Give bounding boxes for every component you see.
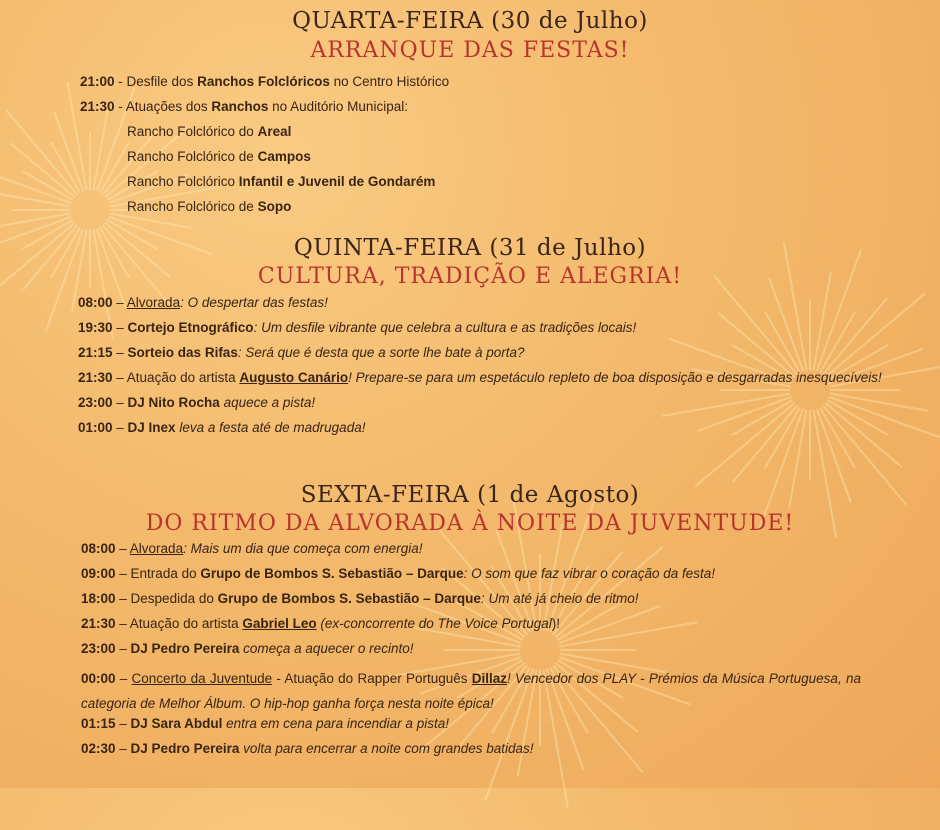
event-separator: - xyxy=(114,99,126,114)
schedule-item xyxy=(81,666,861,716)
event-separator: – xyxy=(115,591,131,606)
event-text: Grupo de Bombos S. Sebastião – Darque xyxy=(217,591,481,606)
event-link-text: Alvorada xyxy=(129,541,184,556)
schedule-item xyxy=(81,741,534,756)
event-separator: – xyxy=(112,395,128,410)
event-link-text: Dillaz xyxy=(471,671,508,686)
event-time: 21:15 xyxy=(78,345,113,360)
day-title: SEXTA-FEIRA (1 de Agosto) xyxy=(300,482,640,508)
schedule-item xyxy=(80,74,449,89)
event-time: 21:30 xyxy=(78,370,113,385)
event-text: DJ Sara Abdul xyxy=(130,716,223,731)
event-text: Infantil e Juvenil de Gondarém xyxy=(238,174,436,189)
event-text: ! Prepare-se para um espetáculo repleto de boa disposição e desgarradas inesquecíveis! xyxy=(348,370,882,385)
event-link-text: Alvorada xyxy=(126,295,181,310)
event-text: : O despertar das festas! xyxy=(180,295,328,310)
event-time: 21:00 xyxy=(80,74,115,89)
event-time: 01:15 xyxy=(81,716,116,731)
event-text: DJ Pedro Pereira xyxy=(130,741,240,756)
event-text: no Centro Histórico xyxy=(329,74,450,89)
event-text: Campos xyxy=(257,149,311,164)
event-text: Atuação do artista xyxy=(126,370,240,385)
event-text: ! Vencedor dos PLAY - Prémios da Música Portuguesa, na categoria de Melhor Álbum. O hip-hop ganha força nesta noite épica! xyxy=(81,671,861,711)
event-time: 19:30 xyxy=(78,320,113,335)
schedule-item xyxy=(81,641,413,656)
day-title: QUARTA-FEIRA (30 de Julho) xyxy=(292,8,648,34)
event-text: leva a festa até de madrugada! xyxy=(175,420,366,435)
event-text: Atuação do artista xyxy=(129,616,243,631)
event-text: no Auditório Municipal: xyxy=(268,99,408,114)
event-text: Grupo de Bombos S. Sebastião – Darque xyxy=(200,566,464,581)
event-time: 09:00 xyxy=(81,566,116,581)
schedule-item xyxy=(78,420,365,435)
event-time: 23:00 xyxy=(78,395,113,410)
schedule-sub-item xyxy=(127,124,291,139)
event-text: Rancho Folclórico de xyxy=(127,199,258,214)
event-text: Rancho Folclórico de xyxy=(127,149,258,164)
event-time: 08:00 xyxy=(78,295,113,310)
event-text: Despedida do xyxy=(130,591,218,606)
event-separator: – xyxy=(112,420,128,435)
event-separator: – xyxy=(115,716,131,731)
event-separator: - xyxy=(114,74,127,89)
event-text: DJ Nito Rocha xyxy=(127,395,220,410)
day-subtitle: DO RITMO DA ALVORADA À NOITE DA JUVENTUDE! xyxy=(145,511,795,536)
schedule-sub-item xyxy=(127,199,291,214)
event-text: Areal xyxy=(257,124,292,139)
event-separator: – xyxy=(112,370,127,385)
event-text: Entrada do xyxy=(130,566,201,581)
day-title: QUINTA-FEIRA (31 de Julho) xyxy=(293,235,647,261)
event-text: Rancho Folclórico xyxy=(127,174,239,189)
event-text: entra em cena para incendiar a pista! xyxy=(222,716,449,731)
day-subtitle: CULTURA, TRADIÇÃO E ALEGRIA! xyxy=(257,264,683,289)
event-text: : Um até já cheio de ritmo! xyxy=(480,591,639,606)
event-time: 21:30 xyxy=(81,616,116,631)
event-link-text: Concerto da Juventude xyxy=(131,671,273,686)
event-separator: – xyxy=(115,566,131,581)
event-text: Desfile dos xyxy=(126,74,198,89)
event-separator: – xyxy=(115,741,131,756)
event-text: : Um desfile vibrante que celebra a cultura e as tradições locais! xyxy=(253,320,637,335)
event-link-text: Gabriel Leo xyxy=(242,616,317,631)
event-text: - Atuação do Rapper Português xyxy=(272,671,472,686)
event-text: Ranchos xyxy=(211,99,269,114)
schedule-sub-item xyxy=(127,149,311,164)
event-separator: – xyxy=(115,541,130,556)
schedule-item xyxy=(78,370,882,385)
event-text: DJ Inex xyxy=(127,420,176,435)
event-separator: – xyxy=(115,641,131,656)
event-link-text: Augusto Canário xyxy=(239,370,349,385)
event-text: Atuações dos xyxy=(125,99,212,114)
schedule-item xyxy=(78,395,315,410)
event-time: 02:30 xyxy=(81,741,116,756)
schedule-item xyxy=(78,320,636,335)
event-time: 08:00 xyxy=(81,541,116,556)
event-separator: – xyxy=(112,295,127,310)
schedule-item xyxy=(78,345,525,360)
event-separator: – xyxy=(115,671,132,686)
event-text: começa a aquecer o recinto! xyxy=(239,641,414,656)
schedule-item xyxy=(81,716,449,731)
event-text: Sopo xyxy=(257,199,292,214)
schedule-item xyxy=(78,295,328,310)
event-text: DJ Pedro Pereira xyxy=(130,641,240,656)
event-separator: – xyxy=(112,345,128,360)
event-time: 18:00 xyxy=(81,591,116,606)
event-text: Cortejo Etnográfico xyxy=(127,320,254,335)
event-separator: – xyxy=(112,320,128,335)
event-text: The Voice Portugal xyxy=(437,616,552,631)
event-separator: – xyxy=(115,616,130,631)
event-text: Sorteio das Rifas xyxy=(127,345,238,360)
event-text: Rancho Folclórico do xyxy=(127,124,258,139)
schedule-item xyxy=(81,591,639,606)
event-text: : O som que faz vibrar o coração da festa! xyxy=(463,566,716,581)
event-text: )! xyxy=(551,616,561,631)
schedule-item xyxy=(81,566,715,581)
schedule-sub-item xyxy=(127,174,435,189)
day-subtitle: ARRANQUE DAS FESTAS! xyxy=(310,38,630,63)
event-text: : Mais um dia que começa com energia! xyxy=(183,541,423,556)
event-text: aquece a pista! xyxy=(219,395,316,410)
event-text: volta para encerrar a noite com grandes batidas! xyxy=(239,741,534,756)
event-text: (ex-concorrente do xyxy=(316,616,438,631)
event-text: Ranchos Folclóricos xyxy=(197,74,330,89)
event-text: : Será que é desta que a sorte lhe bate à porta? xyxy=(237,345,525,360)
event-time: 00:00 xyxy=(81,671,116,686)
event-time: 21:30 xyxy=(80,99,115,114)
event-time: 01:00 xyxy=(78,420,113,435)
schedule-item xyxy=(81,616,560,631)
event-time: 23:00 xyxy=(81,641,116,656)
schedule-item xyxy=(81,541,422,556)
schedule-item xyxy=(80,99,408,114)
